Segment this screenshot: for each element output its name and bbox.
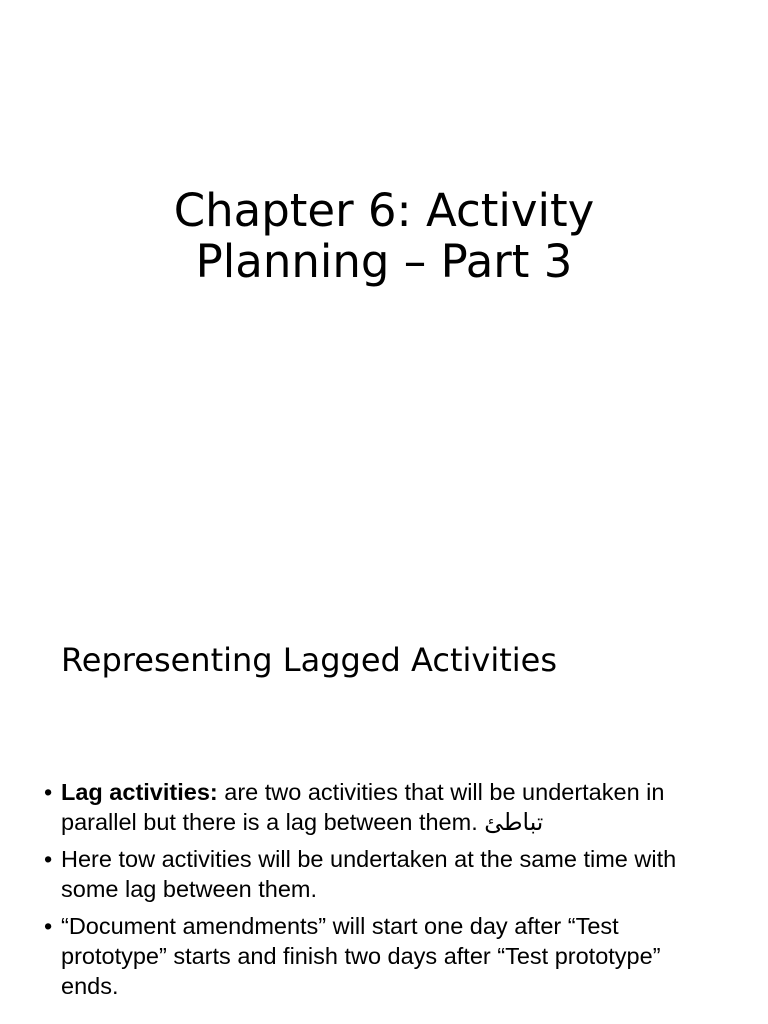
bullet-item-same-time xyxy=(44,844,724,904)
bullet-text: are two activities that will be undertaken in parallel but there is a lag between them. xyxy=(61,779,665,835)
content-slide xyxy=(0,610,768,1024)
chapter-title xyxy=(0,185,768,287)
bullet-item-example xyxy=(44,911,724,1001)
bullet-dot: • xyxy=(44,913,53,939)
bullet-text: Here tow activities will be undertaken at the same time with some lag between them. xyxy=(61,846,677,902)
bullet-arabic-term: تباطئ xyxy=(484,808,544,836)
chapter-title-line-2: Planning – Part 3 xyxy=(195,235,573,288)
chapter-title-line-1: Chapter 6: Activity xyxy=(173,184,595,237)
bullet-dot: • xyxy=(44,779,53,805)
section-heading: Representing Lagged Activities xyxy=(61,641,557,679)
bullet-dot: • xyxy=(44,846,53,872)
bullet-list xyxy=(44,777,724,1008)
bullet-text: “Document amendments” will start one day after “Test prototype” starts and finish two days after “Test prototype” ends. xyxy=(61,913,661,999)
bullet-item-lag-activities xyxy=(44,777,724,837)
bullet-term: Lag activities: xyxy=(61,779,218,805)
